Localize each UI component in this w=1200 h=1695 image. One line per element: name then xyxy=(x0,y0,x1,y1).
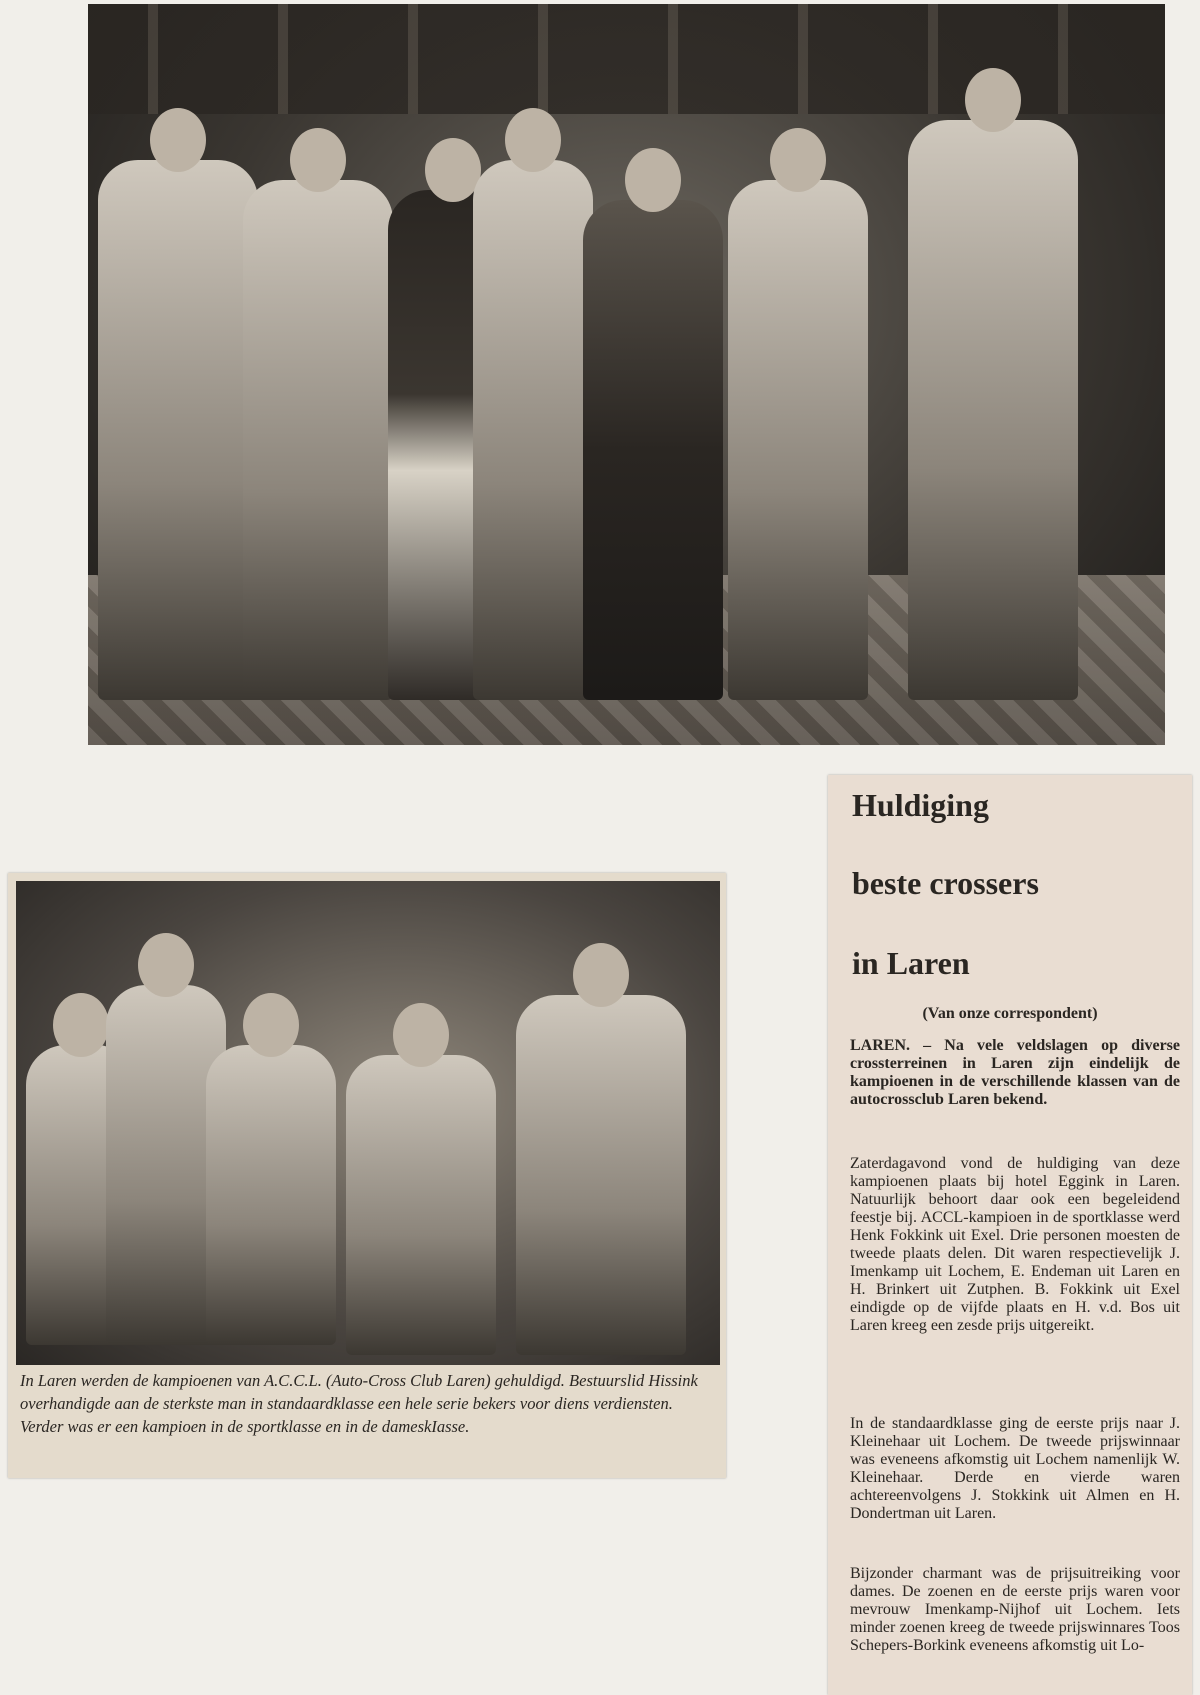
lead-paragraph: LAREN. – Na vele veldslagen op diverse crossterreinen in Laren zijn eindelijk de kampioenen in de verschillende klassen van de autocrossclub Laren bekend. xyxy=(850,1037,1180,1108)
person-head xyxy=(625,148,681,212)
person-head xyxy=(138,933,194,997)
person-figure xyxy=(473,160,593,700)
person-head xyxy=(243,993,299,1057)
headline-line-1: Huldiging xyxy=(852,787,989,823)
person-figure xyxy=(908,120,1078,700)
person-figure xyxy=(206,1045,336,1345)
article-paragraph: In de standaardklasse ging de eerste prijs naar J. Kleinehaar uit Lochem. De tweede prijswinnaar was eveneens afkomstig uit Lochem namenlijk W. Kleinehaar. Derde en vierde waren achtereenvolgens J. Stokkink uit Almen en H. Dondertman uit Laren. xyxy=(850,1415,1180,1522)
clipping-photograph xyxy=(16,881,720,1365)
headline-line-3: in Laren xyxy=(852,945,970,981)
newspaper-clipping-photo xyxy=(8,873,726,1478)
main-photograph xyxy=(88,4,1165,745)
person-figure xyxy=(346,1055,496,1355)
person-figure xyxy=(98,160,258,700)
person-head xyxy=(505,108,561,172)
person-head xyxy=(770,128,826,192)
person-figure xyxy=(516,995,686,1355)
headline-line-2: beste crossers xyxy=(852,865,1039,901)
person-head xyxy=(573,943,629,1007)
newspaper-clipping-article xyxy=(828,775,1192,1695)
photo-caption: In Laren werden de kampioenen van A.C.C.L. (Auto-Cross Club Laren) gehuldigd. Bestuurslid Hissink overhandigde aan de sterkste man in standaardklasse een hele serie bekers voor diens verdiensten. Verder was er een kampioen in de sportklasse en in de dameskIasse. xyxy=(20,1371,698,1436)
person-head xyxy=(965,68,1021,132)
person-head xyxy=(150,108,206,172)
article-paragraph: Bijzonder charmant was de prijsuitreiking voor dames. De zoenen en de eerste prijs waren voor mevrouw Imenkamp-Nijhof uit Lochem. Iets minder zoenen kreeg de tweede prijswinnares Toos Schepers-Borkink eveneens afkomstig uit Lo- xyxy=(850,1565,1180,1654)
article-paragraph: Zaterdagavond vond de huldiging van deze kampioenen plaats bij hotel Eggink in Laren. Natuurlijk behoort daar ook een begeleidend feestje bij. ACCL-kampioen in de sportklasse werd Henk Fokkink uit Exel. Drie personen moesten de tweede plaats delen. Dit waren respectievelijk J. Imenkamp uit Lochem, E. Endeman uit Laren en H. Brinkert uit Zutphen. B. Fokkink uit Exel eindigde op de vijfde plaats en H. v.d. Bos uit Laren kreeg een zesde prijs uitgereikt. xyxy=(850,1155,1180,1334)
person-head xyxy=(393,1003,449,1067)
person-figure xyxy=(583,200,723,700)
person-head xyxy=(53,993,109,1057)
person-figure xyxy=(728,180,868,700)
person-figure xyxy=(243,180,393,700)
byline: (Van onze correspondent) xyxy=(922,1005,1098,1022)
person-head xyxy=(290,128,346,192)
